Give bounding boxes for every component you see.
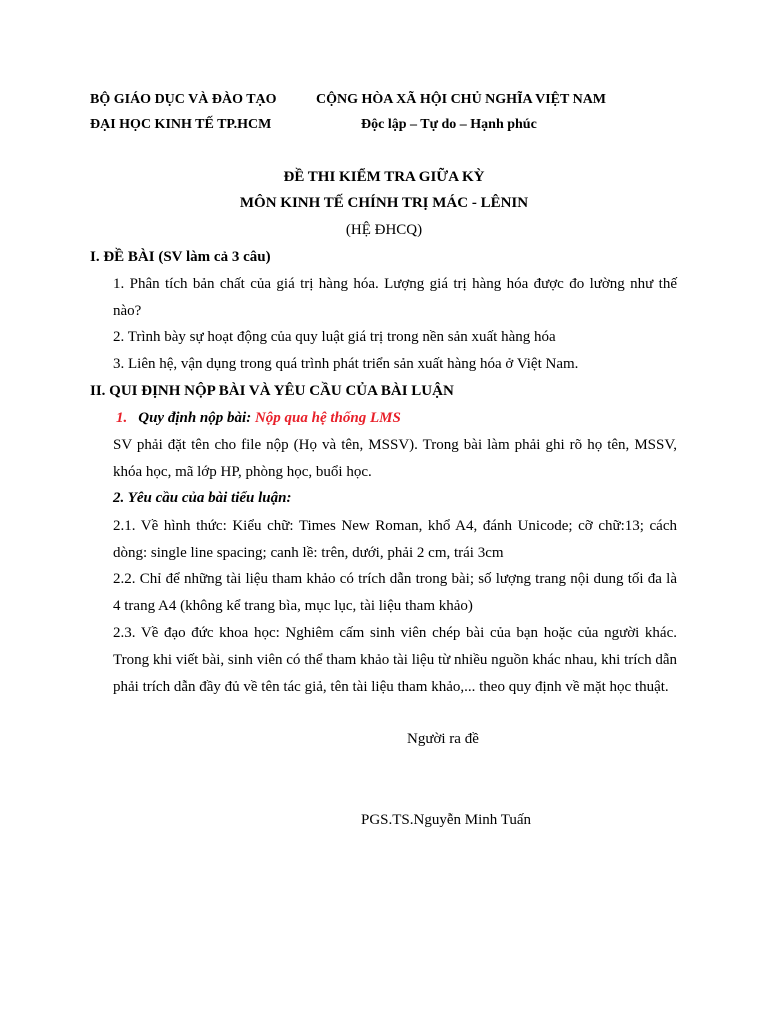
- file-naming-text: SV phải đặt tên cho file nộp (Họ và tên, MSSV). Trong bài làm phải ghi rõ họ tên, MSSV, khóa học, mã lớp HP, phòng học, buổi học.: [113, 437, 677, 480]
- program-type: (HỆ ĐHCQ): [345, 222, 423, 238]
- national-motto: Độc lập – Tự do – Hạnh phúc: [361, 117, 537, 132]
- course-title: MÔN KINH TẾ CHÍNH TRỊ MÁC - LÊNIN: [239, 195, 529, 211]
- question-1: 1. Phân tích bản chất của giá trị hàng hóa. Lượng giá trị hàng hóa được đo lường như thế nào?: [113, 276, 677, 319]
- signature-name: PGS.TS.Nguyễn Minh Tuấn: [361, 812, 532, 828]
- submission-rule: [116, 410, 401, 427]
- essay-requirements-heading: 2. Yêu cầu của bài tiểu luận:: [113, 490, 292, 506]
- exam-title: ĐỀ THI KIỂM TRA GIỮA KỲ: [283, 169, 485, 185]
- requirement-2-2: 2.2. Chỉ để những tài liệu tham khảo có trích dẫn trong bài; số lượng trang nội dung tối đa là 4 trang A4 (không kể trang bìa, mục lục, tài liệu tham khảo): [113, 571, 677, 614]
- requirement-2-3: 2.3. Về đạo đức khoa học: Nghiêm cấm sinh viên chép bài của bạn hoặc của người khác. Trong khi viết bài, sinh viên có thể tham khảo tài liệu từ nhiều nguồn khác nhau, khi trích dẫn phải trích dẫn đầy đủ về tên tác giả, tên tài liệu tham khảo,... theo quy định về mặt học thuật.: [113, 625, 677, 695]
- question-2: 2. Trình bày sự hoạt động của quy luật giá trị trong nền sản xuất hàng hóa: [113, 329, 556, 345]
- submission-rule-label: Quy định nộp bài:: [138, 410, 252, 426]
- submission-rule-number: 1.: [116, 410, 128, 426]
- question-3: 3. Liên hệ, vận dụng trong quá trình phát triển sản xuất hàng hóa ở Việt Nam.: [113, 356, 579, 372]
- submission-rule-value: Nộp qua hệ thống LMS: [254, 410, 401, 426]
- ministry-name: BỘ GIÁO DỤC VÀ ĐÀO TẠO: [90, 92, 277, 107]
- section-2-heading: II. QUI ĐỊNH NỘP BÀI VÀ YÊU CẦU CỦA BÀI LUẬN: [90, 383, 454, 399]
- republic-name: CỘNG HÒA XÃ HỘI CHỦ NGHĨA VIỆT NAM: [316, 92, 607, 107]
- university-name: ĐẠI HỌC KINH TẾ TP.HCM: [90, 117, 272, 132]
- section-1-heading: I. ĐỀ BÀI (SV làm cả 3 câu): [90, 249, 271, 265]
- signature-role: Người ra đề: [407, 731, 479, 747]
- requirement-2-1: 2.1. Về hình thức: Kiểu chữ: Times New Roman, khổ A4, đánh Unicode; cỡ chữ:13; cách dòng: single line spacing; canh lề: trên, dưới, phải 2 cm, trái 3cm: [113, 518, 677, 561]
